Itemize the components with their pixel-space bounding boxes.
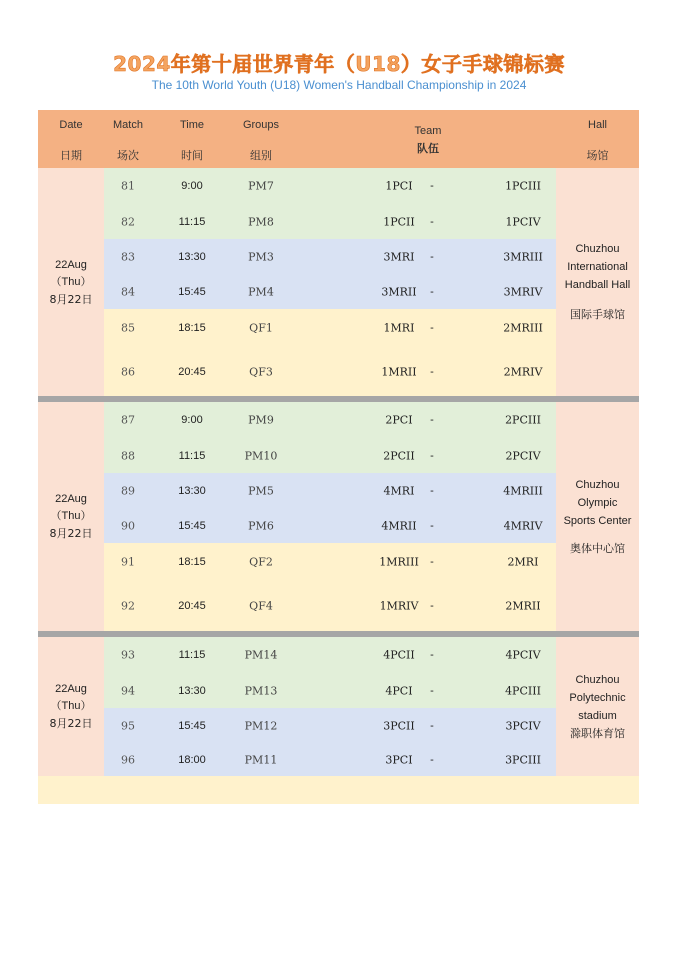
match-row	[104, 438, 556, 473]
team-away: 4PCIII	[505, 684, 541, 697]
hall-name-line: Chuzhou	[575, 243, 620, 255]
versus-dash: -	[430, 684, 434, 697]
date-en: 22Aug	[55, 683, 87, 695]
hall-name-cn: 国际手球馆	[570, 308, 625, 321]
day-of-week: （Thu）	[50, 700, 92, 712]
match-time: 15:45	[178, 719, 206, 732]
match-row	[104, 402, 556, 438]
match-time: 13:30	[178, 484, 206, 497]
header-hall-en: Hall	[588, 119, 607, 131]
versus-dash: -	[430, 519, 434, 532]
header-date-cn: 日期	[60, 149, 82, 162]
versus-dash: -	[430, 753, 434, 766]
team-away: 4MRIV	[503, 519, 543, 532]
team-away: 4PCIV	[505, 648, 541, 662]
match-group: PM7	[248, 179, 274, 193]
team-home: 1MRI	[383, 321, 415, 335]
match-group: PM9	[248, 413, 274, 427]
match-time: 18:15	[178, 556, 206, 568]
match-group: PM5	[248, 484, 274, 497]
match-group: PM12	[244, 719, 278, 732]
team-away: 2MRI	[507, 555, 539, 569]
hall-cell	[556, 168, 639, 396]
team-home: 2PCI	[385, 413, 413, 427]
match-number: 85	[121, 321, 135, 335]
versus-dash: -	[430, 556, 434, 568]
header-time-cn: 时间	[181, 149, 203, 162]
match-row	[104, 473, 556, 508]
header-match-cn: 场次	[117, 149, 139, 162]
header-match	[104, 110, 152, 168]
match-row	[104, 581, 556, 631]
team-home: 1MRIII	[379, 555, 419, 569]
versus-dash: -	[430, 649, 434, 661]
team-away: 2MRIII	[503, 321, 543, 335]
match-row	[104, 204, 556, 239]
match-number: 91	[121, 555, 135, 569]
team-home: 1PCII	[383, 215, 415, 228]
hall-name-cn: 滁职体育馆	[569, 726, 625, 740]
match-row	[104, 743, 556, 776]
match-number: 82	[121, 215, 135, 228]
hall-name-cn: 奥体中心馆	[570, 541, 625, 555]
match-number: 95	[121, 719, 135, 732]
versus-dash: -	[430, 250, 434, 263]
team-home: 1MRII	[381, 365, 417, 378]
team-home: 2PCII	[383, 449, 415, 462]
date-cn: 8月22日	[49, 717, 93, 730]
schedule-block-1	[38, 168, 639, 396]
match-number: 83	[121, 250, 135, 263]
hall-cell	[556, 637, 639, 776]
versus-dash: -	[430, 365, 434, 378]
team-home: 4MRI	[383, 484, 415, 497]
header-date-en: Date	[59, 119, 83, 131]
hall-name-line: Chuzhou	[575, 478, 620, 491]
header-groups	[228, 110, 294, 168]
match-group: PM14	[244, 648, 278, 662]
match-number: 90	[121, 519, 135, 532]
team-home: 3MRI	[383, 250, 415, 263]
team-home: 3MRII	[381, 285, 417, 298]
team-away: 3MRIV	[503, 285, 543, 298]
header-groups-cn: 组别	[250, 149, 272, 162]
page-title-en: The 10th World Youth (U18) Women's Handball Championship in 2024	[151, 78, 527, 92]
match-time: 11:15	[178, 649, 206, 661]
versus-dash: -	[430, 449, 434, 462]
hall-name-line: Olympic	[577, 496, 618, 509]
match-row	[104, 673, 556, 708]
match-row	[104, 508, 556, 543]
match-time: 9:00	[181, 180, 203, 192]
table-header	[38, 110, 639, 168]
match-group: PM6	[248, 519, 274, 532]
team-home: 4PCII	[383, 648, 415, 662]
match-time: 13:30	[178, 250, 206, 263]
match-row	[104, 168, 556, 204]
match-row	[104, 347, 556, 396]
date-cell	[38, 168, 104, 396]
hall-name-line: Handball Hall	[564, 279, 631, 291]
match-group: PM4	[248, 285, 274, 298]
hall-name-line: stadium	[578, 709, 617, 722]
date-cn: 8月22日	[49, 527, 93, 540]
hall-name-line: Sports Center	[563, 514, 632, 527]
versus-dash: -	[430, 180, 434, 192]
team-away: 2PCIV	[505, 449, 541, 462]
team-home: 3PCII	[383, 719, 415, 732]
date-cell	[38, 637, 104, 776]
header-time-en: Time	[179, 119, 205, 131]
header-date	[38, 110, 104, 168]
team-home: 3PCI	[385, 753, 413, 766]
match-number: 81	[121, 179, 135, 193]
match-group: PM3	[248, 250, 274, 263]
header-hall-cn: 场馆	[586, 149, 609, 162]
versus-dash: -	[430, 484, 434, 497]
match-time: 9:00	[181, 414, 203, 426]
match-group: QF3	[249, 365, 273, 378]
versus-dash: -	[430, 719, 434, 732]
header-team	[358, 123, 498, 157]
date-cell	[38, 402, 104, 631]
versus-dash: -	[430, 285, 434, 298]
header-time	[158, 110, 226, 168]
versus-dash: -	[430, 600, 434, 612]
team-away: 3MRIII	[503, 250, 543, 263]
match-row	[104, 239, 556, 274]
hall-name-line: International	[567, 261, 628, 273]
match-number: 94	[121, 684, 135, 697]
match-row	[104, 309, 556, 347]
team-away: 3PCIII	[505, 753, 541, 766]
team-home: 1PCI	[385, 179, 413, 193]
header-team-cn: 队伍	[417, 142, 439, 155]
team-away: 2PCIII	[505, 413, 541, 427]
match-time: 11:15	[178, 449, 206, 462]
match-time: 13:30	[178, 684, 206, 697]
match-group: PM11	[244, 753, 278, 766]
team-away: 3PCIV	[505, 719, 541, 732]
match-number: 88	[121, 449, 135, 462]
date-en: 22Aug	[55, 258, 87, 271]
versus-dash: -	[430, 322, 434, 334]
match-number: 92	[121, 599, 135, 613]
header-team-en: Team	[414, 125, 442, 137]
day-of-week: （Thu）	[50, 275, 92, 288]
match-number: 89	[121, 484, 135, 497]
team-away: 1PCIII	[505, 179, 541, 193]
match-time: 20:45	[178, 365, 206, 378]
match-number: 87	[121, 413, 135, 427]
match-number: 96	[121, 753, 135, 766]
header-hall	[556, 110, 639, 168]
team-home: 4PCI	[385, 684, 413, 697]
match-time: 15:45	[178, 285, 206, 298]
match-number: 84	[121, 285, 135, 298]
date-en: 22Aug	[55, 493, 87, 505]
match-group: PM13	[244, 684, 278, 697]
match-time: 18:00	[178, 753, 206, 766]
team-away: 2MRIV	[503, 365, 543, 378]
hall-name-line: Polytechnic	[569, 691, 626, 704]
match-row	[104, 637, 556, 673]
match-time: 20:45	[178, 600, 206, 612]
schedule-block-3	[38, 637, 639, 776]
header-match-en: Match	[113, 119, 143, 131]
match-row	[104, 274, 556, 309]
versus-dash: -	[430, 414, 434, 426]
team-away: 2MRII	[505, 599, 541, 613]
match-group: QF2	[249, 555, 273, 569]
hall-name-line: Chuzhou	[575, 673, 620, 686]
match-time: 11:15	[178, 215, 206, 228]
match-group: QF4	[249, 599, 273, 613]
team-away: 1PCIV	[505, 215, 541, 228]
match-group: PM8	[248, 215, 274, 228]
hall-cell	[556, 402, 639, 631]
versus-dash: -	[430, 215, 434, 228]
footer-strip	[38, 776, 639, 804]
date-cn: 8月22日	[49, 292, 93, 306]
match-number: 93	[121, 648, 135, 662]
team-away: 4MRIII	[503, 484, 543, 497]
match-row	[104, 543, 556, 581]
match-group: PM10	[244, 449, 278, 462]
match-row	[104, 708, 556, 743]
team-home: 1MRIV	[379, 599, 419, 613]
match-time: 18:15	[178, 322, 206, 334]
match-number: 86	[121, 365, 135, 378]
day-of-week: （Thu）	[50, 510, 92, 522]
schedule-block-2	[38, 402, 639, 631]
match-group: QF1	[249, 321, 273, 335]
match-time: 15:45	[178, 519, 206, 532]
header-groups-en: Groups	[242, 119, 280, 131]
team-home: 4MRII	[381, 519, 417, 532]
page-title-cn: 2024年第十届世界青年（U18）女子手球锦标赛	[113, 52, 565, 76]
